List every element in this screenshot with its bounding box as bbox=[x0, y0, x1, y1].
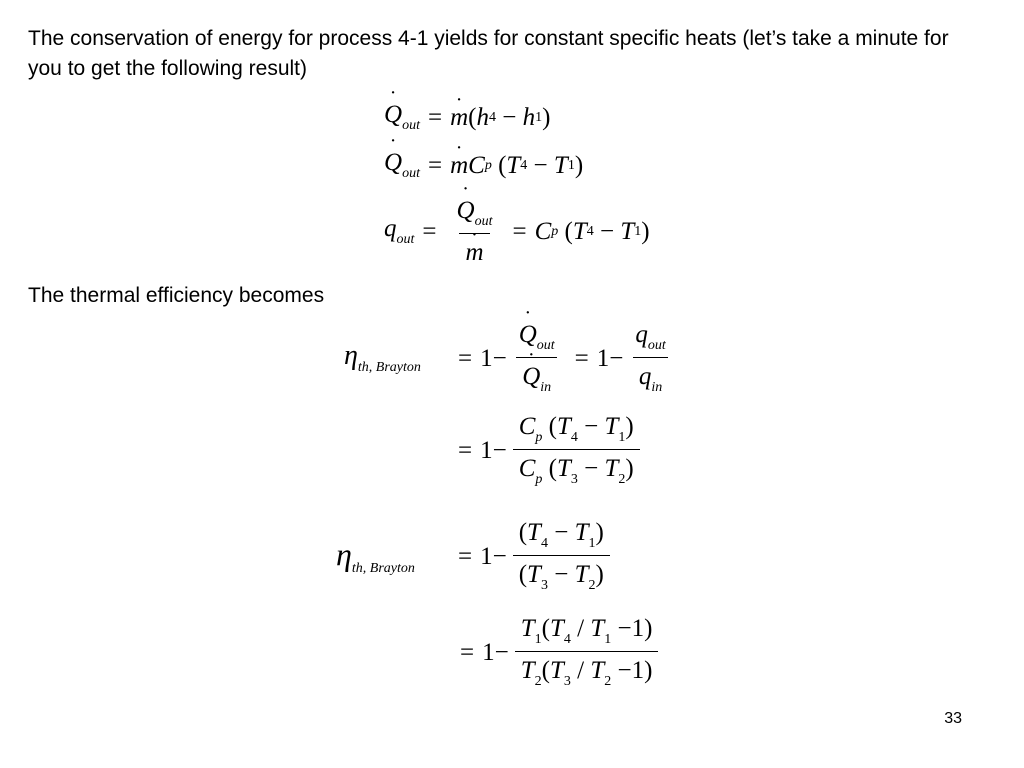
equation-specific-heat-out: $q_{out}$ = ˙ $Q_{out}$ ˙ m = C p ( T 4 − T 1 ) bbox=[384, 198, 650, 265]
equation-efficiency-temperature-ratio: $\eta_{th, Brayton}$ = 1− $\frac{(T_4 - T_1)}{(T_3 - T_2)}$ bbox=[336, 520, 616, 593]
fraction-heat-out-over-heat-in: ˙ $Q_{out}$ ˙ $Q_{in}$ bbox=[513, 322, 561, 395]
fraction-temperature-differences: $\frac{(T_4 - T_1)}{(T_3 - T_2)}$ bbox=[513, 520, 610, 593]
fraction-cp-temperature-ratio: $\frac{C_p (T_4 - T_1)}{C_p (T_3 - T_2)}$ bbox=[513, 414, 640, 487]
equation-efficiency-heat-ratio: $\eta_{th, Brayton}$ = 1− ˙ $Q_{out}$ ˙ $Q_{in}$ = 1− $\frac{q_{out}}{q_{in}}$ bbox=[344, 322, 678, 395]
equation-efficiency-cp-ratio: = 1− $\frac{C_p (T_4 - T_1)}{C_p (T_3 - T_2)}$ bbox=[450, 414, 646, 487]
intro-paragraph: The conservation of energy for process 4-1 yields for constant specific heats (let’s take a minute for you to get the following result) bbox=[28, 27, 949, 80]
equation-heat-out-temperature: ˙ $Q_{out}$ = ˙ m C p ( T 4 − T 1 ) bbox=[384, 150, 583, 181]
equation-efficiency-temperature-ratio-factored: = 1− $\frac{T_1(T_4 / T_1 -1)}{T_2(T_3 / T_2 -1)}$ bbox=[452, 616, 664, 689]
equation-heat-out-enthalpy: ˙ $Q_{out}$ = ˙ m ( h 4 − h 1 ) bbox=[384, 102, 550, 133]
fraction-q-out-over-q-in: $\frac{q_{out}}{q_{in}}$ bbox=[629, 322, 671, 395]
efficiency-paragraph: The thermal efficiency becomes bbox=[28, 284, 325, 307]
fraction-factored-temperatures: $\frac{T_1(T_4 / T_1 -1)}{T_2(T_3 / T_2 -1)}$ bbox=[515, 616, 659, 689]
page-number: 33 bbox=[944, 710, 962, 727]
fraction-heat-per-mass: ˙ $Q_{out}$ ˙ m bbox=[451, 198, 499, 265]
